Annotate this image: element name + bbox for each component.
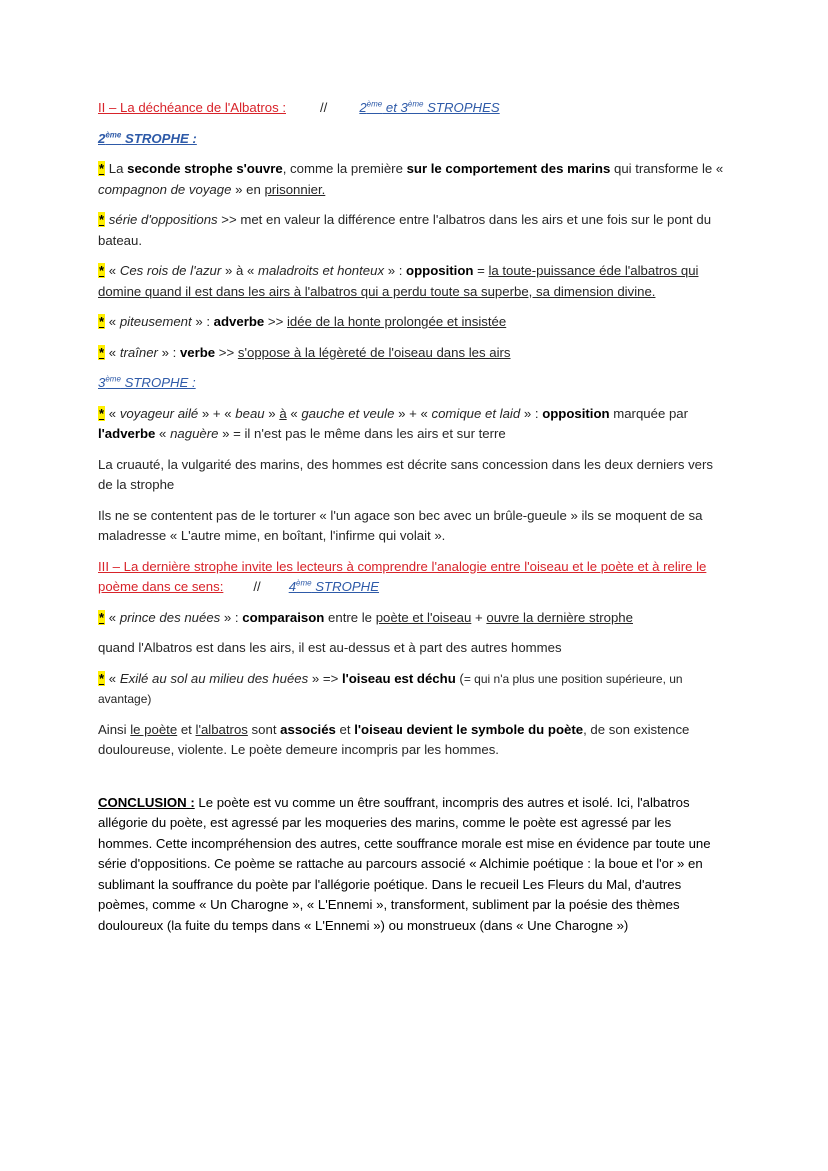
strophe-4-reference: 4ème STROPHE: [288, 578, 380, 594]
conclusion-label: CONCLUSION :: [98, 794, 195, 810]
section-2-title: II – La déchéance de l'Albatros :: [98, 100, 286, 115]
paragraph-6: * « voyageur ailé » + « beau » à « gauche et veule » + « comique et laid » : opposition marquée par l'adverbe « naguère » = il n'est pas le même dans les airs et sur terre: [98, 405, 689, 441]
bullet-star: *: [99, 161, 105, 176]
conclusion-text: Le poète est vu comme un être souffrant, incompris des autres et isolé. Ici, l'albatros allégorie du poète, est agressé par les moqueries des marins, comme le poète est agressé par les hommes. Cette incompréhension des autres, cette souffrance morale est mise en évidence par toute une série d'oppositions. Ce poème se rattache au parcours associé « Alchimie poétique : la boue et l'or » en sublimant la souffrance du poète par l'allégorie poétique. Dans le recueil Les Fleurs du Mal, d'autres poèmes, comme « Un Charogne », « L'Ennemi », transforment, subliment par la poésie des thèmes douloureux (la fuite du temps dans « L'Ennemi ») ou monstrueux (dans « Une Charogne »): [98, 794, 711, 933]
strophe-3-heading: 3ème STROPHE :: [98, 374, 196, 390]
paragraph-5: * « traîner » : verbe >> s'oppose à la légèreté de l'oiseau dans les airs: [99, 344, 511, 360]
bullet-star: *: [99, 314, 105, 329]
section-2-heading: [98, 98, 728, 119]
bullet-star: *: [99, 344, 105, 360]
paragraph-10: quand l'Albatros est dans les airs, il est au-dessus et à part des autres hommes: [98, 640, 562, 655]
paragraph-12: Ainsi le poète et l'albatros sont associés et l'oiseau devient le symbole du poète, de son existence douloureuse, violente. Le poète demeure incompris par les hommes.: [98, 721, 690, 757]
paragraph-2: * série d'oppositions >> met en valeur la différence entre l'albatros dans les airs et une fois sur le pont du bateau.: [98, 212, 712, 248]
paragraph-9: * « prince des nuées » : comparaison entre le poète et l'oiseau + ouvre la dernière strophe: [99, 609, 633, 625]
paragraph-3: * « Ces rois de l'azur » à « maladroits et honteux » : opposition = la toute-puissance éde l'albatros qui domine quand il est dans les airs à l'albatros qui a perdu toute sa superbe, sa dimension divine.: [98, 263, 699, 299]
paragraph-7: La cruauté, la vulgarité des marins, des hommes est décrite sans concession dans les deux derniers vers de la strophe: [98, 456, 713, 492]
bullet-star: *: [99, 212, 105, 227]
paragraph-8: Ils ne se contentent pas de le torturer « l'un agace son bec avec un brûle-gueule » ils se moquent de sa maladresse « L'autre mime, en boîtant, l'infirme qui volait ».: [98, 507, 703, 543]
paragraph-11: * « Exilé au sol au milieu des huées » => l'oiseau est déchu (= qui n'a plus une position supérieure, un avantage): [98, 670, 683, 706]
document-page: [98, 98, 728, 946]
bullet-star: *: [99, 609, 105, 625]
bullet-star: *: [99, 670, 105, 686]
section-3-heading: [98, 557, 728, 598]
bullet-star: *: [99, 405, 105, 421]
paragraph-4: * « piteusement » : adverbe >> idée de la honte prolongée et insistée: [99, 314, 507, 329]
strophe-2-heading: 2ème STROPHE :: [98, 130, 197, 146]
heading-separator: //: [253, 579, 261, 594]
conclusion-paragraph: [98, 793, 728, 937]
bullet-star: *: [99, 263, 105, 278]
section-3-title: III – La dernière strophe invite les lecteurs à comprendre l'analogie entre l'oiseau et le poète et à relire le poème dans ce sens:: [98, 558, 707, 594]
paragraph-1: * La seconde strophe s'ouvre, comme la première sur le comportement des marins qui transforme le « compagnon de voyage » en prisonnier.: [98, 161, 724, 197]
strophes-reference: 2ème et 3ème STROPHES: [359, 99, 500, 115]
heading-separator: //: [320, 100, 328, 115]
